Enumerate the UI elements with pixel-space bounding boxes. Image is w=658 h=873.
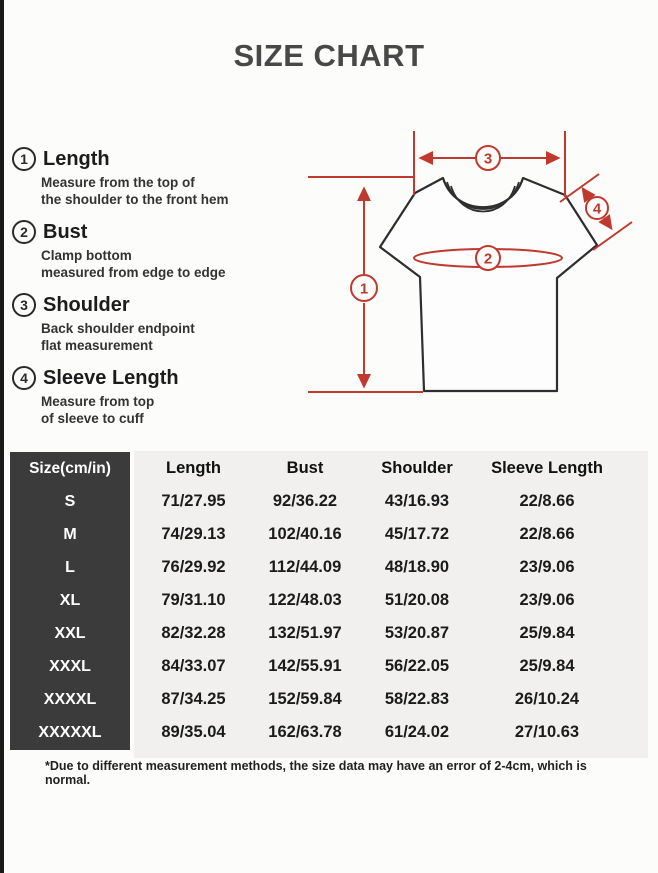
value-cell: 23/9.06 [519, 558, 575, 576]
circled-number-icon: 4 [12, 366, 36, 390]
value-cell: 92/36.22 [272, 492, 338, 510]
instruction-desc-line: Back shoulder endpoint [41, 321, 195, 336]
value-cell: 87/34.25 [161, 690, 226, 708]
instruction-label: Length [43, 147, 110, 170]
value-cell: 45/17.72 [384, 525, 450, 543]
value-cell: 142/55.91 [268, 657, 342, 675]
size-cell: XL [59, 591, 81, 609]
column-header-bust: Bust [286, 459, 324, 477]
instruction-desc-line: Measure from the top of [41, 175, 195, 190]
value-cell: 23/9.06 [519, 591, 575, 609]
value-cell: 84/33.07 [161, 657, 226, 675]
value-cell: 112/44.09 [268, 558, 342, 576]
circled-number-icon: 3 [12, 293, 36, 317]
instruction-label: Bust [43, 220, 88, 243]
callout-length-label: 1 [359, 280, 369, 298]
value-cell: 132/51.97 [268, 624, 342, 642]
size-cell: XXXL [49, 658, 91, 676]
sleeve-arrow [583, 189, 590, 199]
size-column-header: Size(cm/in) [29, 459, 111, 477]
size-cell: M [63, 525, 77, 543]
callout-shoulder-label: 3 [483, 150, 493, 168]
size-cell: XXL [54, 625, 86, 643]
instruction-label: Shoulder [43, 293, 130, 316]
size-cell: XXXXXL [38, 724, 102, 742]
value-cell: 61/24.02 [384, 723, 450, 741]
callout-bust-label: 2 [483, 250, 493, 268]
circled-number-icon: 1 [12, 147, 36, 171]
value-cell: 79/31.10 [161, 591, 226, 609]
value-cell: 53/20.87 [384, 624, 450, 642]
tshirt-measurement-diagram [280, 125, 658, 425]
size-column [10, 452, 130, 750]
value-cell: 56/22.05 [384, 657, 450, 675]
value-cell: 162/63.78 [268, 723, 342, 741]
column-header-sleeve-length: Sleeve Length [491, 459, 603, 477]
instruction-desc-line: Measure from top [41, 394, 155, 409]
size-cell: S [64, 492, 76, 510]
size-table [10, 451, 648, 758]
tshirt-outline [380, 178, 597, 391]
value-cell: 25/9.84 [519, 657, 575, 675]
value-cell: 22/8.66 [519, 492, 575, 510]
size-cell: XXXXL [43, 691, 97, 709]
value-cell: 89/35.04 [161, 723, 226, 741]
value-cell: 74/29.13 [161, 525, 226, 543]
instruction-desc-line: measured from edge to edge [41, 264, 226, 280]
value-cell: 58/22.83 [384, 690, 450, 708]
sleeve-extension-line [593, 222, 632, 250]
instruction-desc-line: flat measurement [41, 337, 153, 353]
value-cell: 26/10.24 [514, 690, 580, 708]
value-cell: 152/59.84 [268, 690, 342, 708]
column-header-length: Length [166, 459, 221, 477]
measurement-disclaimer: *Due to different measurement methods, the size data may have an error of 2-4cm, which is normal. [45, 759, 587, 787]
column-header-shoulder: Shoulder [381, 459, 453, 477]
size-table-data [134, 451, 648, 758]
page-title: SIZE CHART [233, 38, 425, 73]
value-cell: 43/16.93 [384, 492, 450, 510]
callout-sleeve-label: 4 [592, 200, 602, 218]
tshirt-diagram-svg [280, 125, 658, 425]
instruction-desc-line: of sleeve to cuff [41, 410, 144, 426]
value-cell: 76/29.92 [161, 558, 226, 576]
instruction-desc-line: Clamp bottom [41, 248, 132, 263]
instruction-desc-line: the shoulder to the front hem [41, 191, 229, 207]
size-cell: L [65, 558, 75, 576]
value-cell: 82/32.28 [161, 624, 226, 642]
left-edge-artifact [0, 0, 4, 873]
value-cell: 48/18.90 [384, 558, 450, 576]
circled-number-icon: 2 [12, 220, 36, 244]
value-cell: 102/40.16 [268, 525, 342, 543]
value-cell: 122/48.03 [268, 591, 342, 609]
instruction-label: Sleeve Length [43, 366, 179, 389]
value-cell: 25/9.84 [519, 624, 575, 642]
value-cell: 27/10.63 [514, 723, 580, 741]
value-cell: 71/27.95 [161, 492, 226, 510]
sleeve-arrow [604, 218, 611, 228]
value-cell: 51/20.08 [384, 591, 450, 609]
value-cell: 22/8.66 [519, 525, 575, 543]
